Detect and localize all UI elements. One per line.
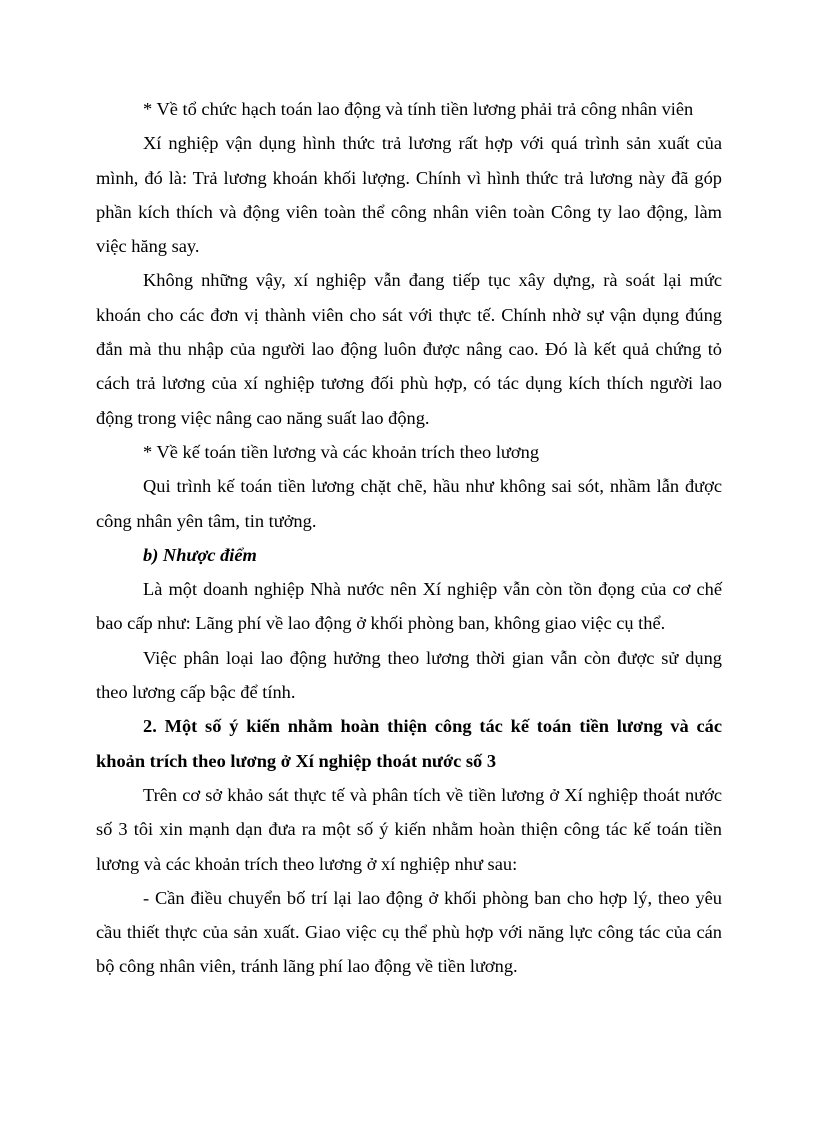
paragraph-survey-basis: Trên cơ sở khảo sát thực tế và phân tích về tiền lương ở Xí nghiệp thoát nước số 3 tôi xin mạnh dạn đưa ra một số ý kiến nhằm hoàn thiện công tác kế toán tiền lương và các khoản trích theo lương ở xí nghiệp như sau: [96,784,722,874]
section-heading-weaknesses: b) Nhược điểm [143,544,257,565]
section-heading-recommendations: 2. Một số ý kiến nhằm hoàn thiện công tác kế toán tiền lương và các khoản trích theo lương ở Xí nghiệp thoát nước số 3 [96,716,722,771]
paragraph-accounting-process: Qui trình kế toán tiền lương chặt chẽ, hầu như không sai sót, nhầm lẫn được công nhân yên tâm, tin tưởng. [96,476,722,531]
paragraph-piece-rate-review: Không những vậy, xí nghiệp vẫn đang tiếp tục xây dựng, rà soát lại mức khoán cho các đơn vị thành viên cho sát với thực tế. Chính nhờ sự vận dụng đúng đắn mà thu nhập của người lao động luôn được nâng cao. Đó là kết quả chứng tỏ cách trả lương của xí nghiệp tương đối phù hợp, có tác dụng kích thích người lao động trong việc nâng cao năng suất lao động. [96,270,722,428]
document-body [96,92,722,984]
paragraph-labor-accounting-heading: * Về tổ chức hạch toán lao động và tính tiền lương phải trả công nhân viên [143,99,694,119]
paragraph-time-wage: Việc phân loại lao động hưởng theo lương thời gian vẫn còn được sử dụng theo lương cấp bậc để tính. [96,647,722,703]
paragraph-recommendation-1: - Cần điều chuyển bố trí lại lao động ở khối phòng ban cho hợp lý, theo yêu cầu thiết thực của sản xuất. Giao việc cụ thể phù hợp với năng lực công tác của cán bộ công nhân viên, tránh lãng phí lao động về tiền lương. [96,887,722,977]
paragraph-wage-deductions-heading: * Về kế toán tiền lương và các khoản trích theo lương [143,441,540,462]
paragraph-state-enterprise: Là một doanh nghiệp Nhà nước nên Xí nghiệp vẫn còn tồn đọng của cơ chế bao cấp như: Lãng phí về lao động ở khối phòng ban, không giao việc cụ thể. [96,579,722,634]
paragraph-wage-form: Xí nghiệp vận dụng hình thức trả lương rất hợp với quá trình sản xuất của mình, đó là: Trả lương khoán khối lượng. Chính vì hình thức trả lương này đã góp phần kích thích và động viên toàn thể công nhân viên toàn Công ty lao động, làm việc hăng say. [96,133,722,257]
